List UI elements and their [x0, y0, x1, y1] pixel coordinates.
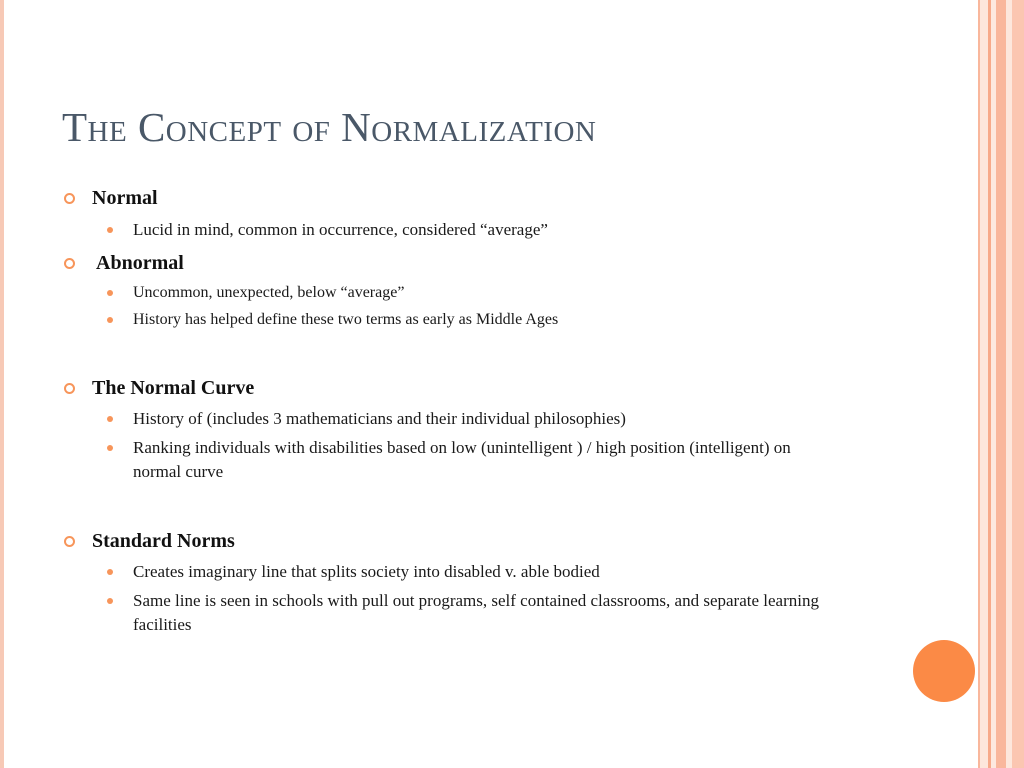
bullet-item: [133, 218, 853, 242]
slide-title: The Concept of Normalization: [62, 104, 597, 150]
bullet-item: [133, 589, 878, 637]
section-heading-normal-curve: [92, 377, 254, 400]
bullet-dot-icon: [107, 445, 113, 451]
bullet-text: Lucid in mind, common in occurrence, considered “average”: [133, 220, 548, 239]
bullet-item: [133, 308, 853, 332]
bullet-dot-icon: [107, 569, 113, 575]
bullet-text: Ranking individuals with disabilities based on low (unintelligent ) / high position (intelligent) on normal curve: [133, 438, 791, 481]
section-heading-text: Standard Norms: [92, 530, 235, 552]
hollow-circle-bullet-icon: [64, 383, 75, 394]
bullet-text: Same line is seen in schools with pull out programs, self contained classrooms, and separate learning facilities: [133, 591, 819, 634]
hollow-circle-bullet-icon: [64, 536, 75, 547]
right-stripe-decoration: [978, 0, 1024, 768]
bullet-text: History of (includes 3 mathematicians and their individual philosophies): [133, 409, 626, 428]
bullet-dot-icon: [107, 598, 113, 604]
bullet-text: Uncommon, unexpected, below “average”: [133, 284, 405, 301]
bullet-item: [133, 407, 853, 431]
section-heading-text: The Normal Curve: [92, 377, 255, 399]
bullet-item: [133, 281, 853, 305]
hollow-circle-bullet-icon: [64, 258, 75, 269]
bullet-dot-icon: [107, 317, 113, 323]
bullet-text: History has helped define these two terms as early as Middle Ages: [133, 311, 559, 328]
bullet-item: [133, 436, 813, 484]
bullet-item: [133, 560, 873, 584]
section-heading-abnormal: [96, 252, 184, 275]
left-border-decoration: [0, 0, 4, 768]
section-heading-text: Abnormal: [96, 252, 184, 274]
bullet-text: Creates imaginary line that splits society into disabled v. able bodied: [133, 562, 600, 581]
section-heading-normal: [92, 187, 158, 210]
bullet-dot-icon: [107, 227, 113, 233]
section-heading-standard-norms: [92, 530, 235, 553]
bullet-dot-icon: [107, 416, 113, 422]
orange-circle-decoration: [913, 640, 975, 702]
hollow-circle-bullet-icon: [64, 193, 75, 204]
section-heading-text: Normal: [92, 187, 158, 209]
bullet-dot-icon: [107, 290, 113, 296]
